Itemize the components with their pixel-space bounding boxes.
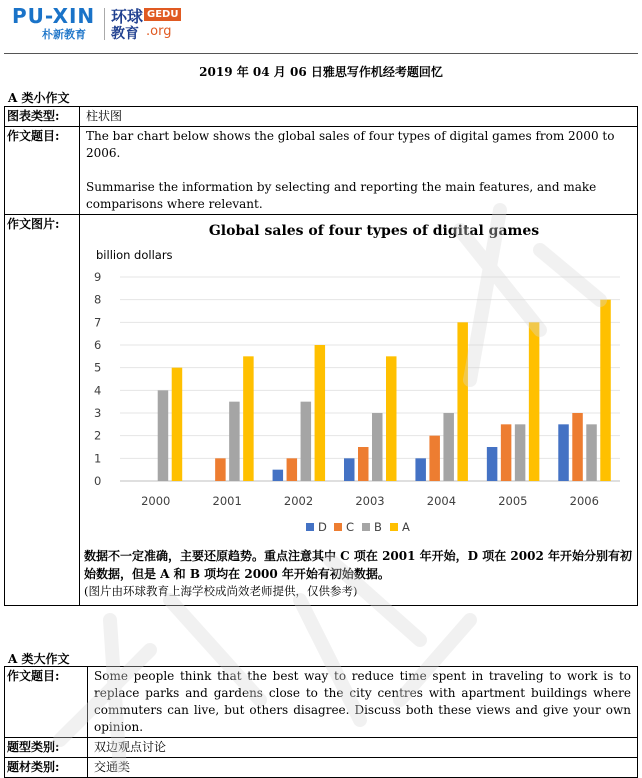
bar-B-2002: [301, 402, 312, 481]
puxin-logo: [12, 4, 95, 28]
chart-title: Global sales of four types of digital games: [208, 223, 540, 239]
logo-divider: [104, 8, 105, 40]
gedu-logo-tag: GEDU: [144, 8, 181, 21]
task1-table: [4, 106, 638, 606]
puxin-logo-cn: 朴新教育: [42, 28, 86, 41]
bar-A-2003: [386, 356, 397, 481]
bar-B-2004: [443, 413, 454, 481]
page-header: [0, 0, 642, 52]
header-rule: [4, 53, 638, 54]
bar-B-2005: [515, 424, 526, 481]
y-tick-label: 0: [94, 474, 102, 488]
data-note: 数据不一定准确，主要还原趋势。重点注意其中 C 项在 2001 年开始，D 项在 2002 年开始分别有初始数据，但是 A 和 B 项均在 2000 年开始有初始数据。: [84, 549, 633, 581]
y-axis-label: billion dollars: [96, 248, 173, 262]
table-row: [5, 738, 638, 758]
question-cell: [80, 127, 638, 215]
legend-swatch-B: [362, 523, 370, 531]
bar-D-2003: [344, 458, 355, 481]
bar-chart: [84, 217, 632, 547]
table-row: [5, 127, 638, 215]
chart-type-label: 图表类型:: [5, 107, 80, 127]
x-tick-label: 2001: [212, 494, 242, 508]
topic-label: 题材类别:: [5, 758, 88, 778]
bar-A-2000: [172, 368, 183, 481]
bar-A-2004: [457, 322, 468, 481]
bar-C-2004: [429, 436, 440, 481]
bar-B-2003: [372, 413, 383, 481]
legend-swatch-A: [390, 523, 398, 531]
question-type-value: 双边观点讨论: [88, 738, 638, 758]
bar-C-2002: [287, 458, 298, 481]
y-tick-label: 1: [94, 451, 102, 466]
x-tick-label: 2003: [355, 494, 385, 508]
legend-label-D: D: [318, 520, 327, 534]
bar-C-2001: [215, 458, 226, 481]
image-cell: [80, 215, 638, 606]
bar-C-2005: [501, 424, 512, 481]
gedu-logo-cn-2: 教育: [111, 26, 139, 42]
bar-B-2000: [158, 390, 169, 481]
bar-A-2005: [529, 322, 540, 481]
bar-D-2002: [273, 470, 284, 481]
legend-label-A: A: [402, 520, 410, 534]
question-paragraph-2: Summarise the information by selecting and reporting the main features, and make comparisons where relevant.: [86, 180, 597, 211]
legend-label-C: C: [346, 520, 355, 534]
gedu-logo-domain: .org: [146, 24, 172, 39]
table-row: [5, 107, 638, 127]
bar-D-2004: [415, 458, 426, 481]
y-tick-label: 9: [94, 270, 102, 284]
table-row: [5, 667, 638, 738]
task2-question-label: 作文题目:: [5, 667, 88, 738]
legend-swatch-C: [334, 523, 342, 531]
bar-D-2005: [487, 447, 498, 481]
legend-swatch-D: [306, 523, 314, 531]
task2-table: [4, 666, 638, 778]
bar-A-2006: [600, 300, 611, 481]
y-tick-label: 7: [94, 315, 102, 330]
bar-A-2002: [315, 345, 326, 481]
table-row: [5, 758, 638, 778]
y-tick-label: 6: [94, 338, 102, 352]
image-label: 作文图片:: [5, 215, 80, 606]
x-tick-label: 2005: [498, 494, 528, 508]
bar-C-2006: [572, 413, 583, 481]
bar-A-2001: [243, 356, 254, 481]
task2-question: Some people think that the best way to reduce time spent in traveling to work is to replace parks and gardens close to the city centres with apartment buildings where commuters can live, but others disagree. Discuss both these views and give your own opinion.: [88, 667, 638, 738]
question-type-label: 题型类别:: [5, 738, 88, 758]
task1-section-label: A 类小作文: [8, 91, 70, 105]
table-row: [5, 215, 638, 606]
bar-D-2006: [558, 424, 569, 481]
x-tick-label: 2006: [569, 494, 599, 508]
bar-B-2006: [586, 424, 597, 481]
puxin-logo-text: PU-XIN: [12, 4, 96, 28]
bar-C-2003: [358, 447, 369, 481]
chart-type-value: 柱状图: [80, 107, 638, 127]
topic-value: 交通类: [88, 758, 638, 778]
task2-section-label: A 类大作文: [8, 652, 70, 666]
y-tick-label: 8: [94, 292, 102, 307]
question-paragraph-1: The bar chart below shows the global sales of four types of digital games from 2000 to 2006.: [86, 129, 615, 160]
y-tick-label: 2: [94, 428, 102, 443]
bar-B-2001: [229, 402, 240, 481]
image-credit: (图片由环球教育上海学校成尚效老师提供，仅供参考): [84, 584, 358, 598]
y-tick-label: 3: [94, 406, 102, 420]
x-tick-label: 2000: [141, 494, 171, 508]
question-label: 作文题目:: [5, 127, 80, 215]
x-tick-label: 2002: [283, 494, 314, 508]
legend-label-B: B: [374, 520, 382, 534]
page-title: 2019 年 04 月 06 日雅思写作机经考题回忆: [199, 65, 443, 79]
y-tick-label: 5: [94, 360, 102, 375]
x-tick-label: 2004: [426, 494, 457, 508]
gedu-logo-cn-1: 环球: [111, 7, 144, 26]
y-tick-label: 4: [94, 383, 102, 398]
